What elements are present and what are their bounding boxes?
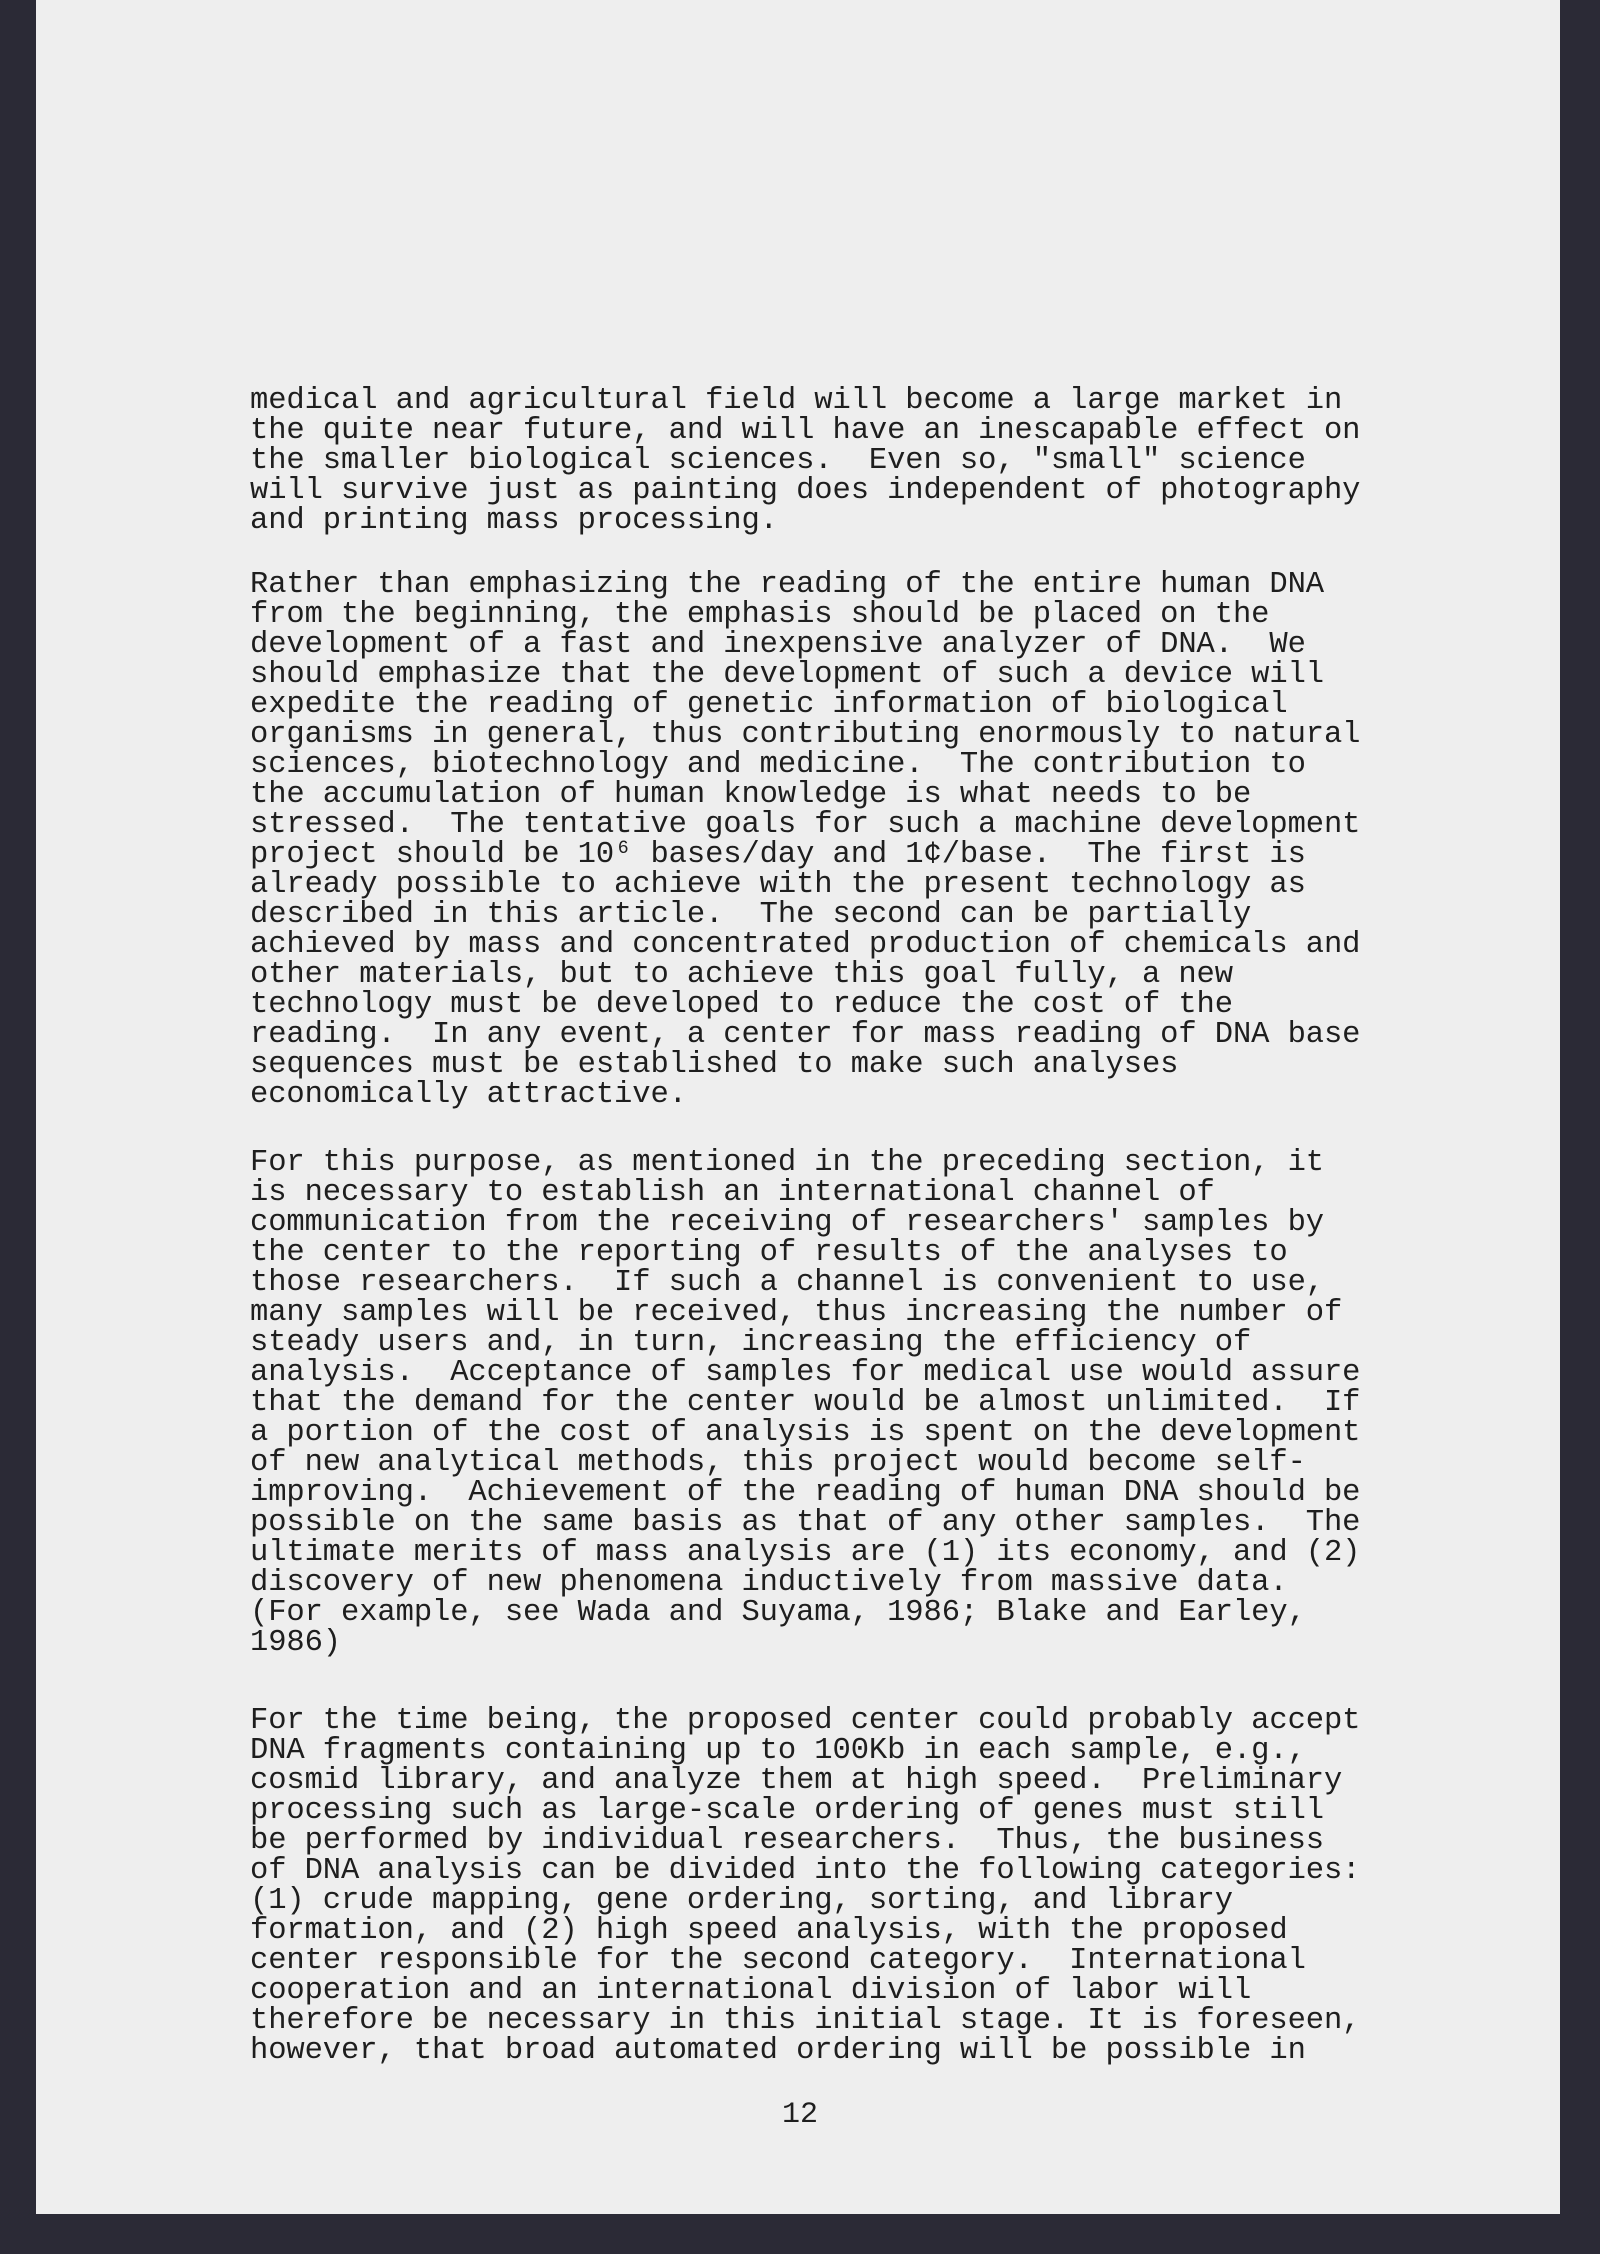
paragraph-2 [250,570,1450,1110]
text-line: steady users and, in turn, increasing the efficiency of [250,1326,1252,1360]
text-line: those researchers. If such a channel is convenient to use, [250,1266,1324,1300]
text-line: sequences must be established to make such analyses [250,1048,1179,1082]
text-line: already possible to achieve with the present technology as [250,868,1306,902]
text-line: project should be 10⁶ bases/day and 1¢/base. The first is [250,838,1306,872]
text-line: many samples will be received, thus increasing the number of [250,1296,1343,1330]
text-line: 1986) [250,1626,342,1660]
text-line: will survive just as painting does independent of photography [250,474,1361,508]
text-line: discovery of new phenomena inductively from massive data. [250,1566,1288,1600]
text-line: is necessary to establish an international channel of [250,1176,1215,1210]
text-line: achieved by mass and concentrated production of chemicals and [250,928,1361,962]
text-line: cooperation and an international division of labor will [250,1974,1252,2008]
text-line: from the beginning, the emphasis should be placed on the [250,598,1270,632]
paragraph-4 [250,1706,1450,2066]
text-line: that the demand for the center would be almost unlimited. If [250,1386,1361,1420]
text-line: the accumulation of human knowledge is what needs to be [250,778,1252,812]
text-line: described in this article. The second can be partially [250,898,1252,932]
text-line: and printing mass processing. [250,504,778,538]
text-line: development of a fast and inexpensive analyzer of DNA. We [250,628,1306,662]
text-line: be performed by individual researchers. Thus, the business [250,1824,1324,1858]
paragraph-1 [250,386,1450,536]
text-line: sciences, biotechnology and medicine. The contribution to [250,748,1306,782]
text-line: DNA fragments containing up to 100Kb in each sample, e.g., [250,1734,1306,1768]
text-line: (For example, see Wada and Suyama, 1986; Blake and Earley, [250,1596,1306,1630]
text-line: other materials, but to achieve this goal fully, a new [250,958,1233,992]
paragraph-3 [250,1148,1450,1658]
text-line: center responsible for the second category. International [250,1944,1306,1978]
text-line: cosmid library, and analyze them at high speed. Preliminary [250,1764,1343,1798]
text-line: (1) crude mapping, gene ordering, sorting, and library [250,1884,1233,1918]
text-line: stressed. The tentative goals for such a machine development [250,808,1361,842]
text-line: medical and agricultural field will become a large market in [250,384,1343,418]
text-line: processing such as large-scale ordering of genes must still [250,1794,1324,1828]
text-line: however, that broad automated ordering will be possible in [250,2034,1306,2068]
document-page [36,0,1560,2214]
text-line: organisms in general, thus contributing enormously to natural [250,718,1361,752]
text-line: of new analytical methods, this project would become self- [250,1446,1306,1480]
text-line: reading. In any event, a center for mass reading of DNA base [250,1018,1361,1052]
text-line: improving. Achievement of the reading of human DNA should be [250,1476,1361,1510]
text-line: of DNA analysis can be divided into the following categories: [250,1854,1361,1888]
text-line: the smaller biological sciences. Even so, "small" science [250,444,1306,478]
text-line: therefore be necessary in this initial stage. It is foreseen, [250,2004,1361,2038]
text-line: expedite the reading of genetic information of biological [250,688,1288,722]
text-line: Rather than emphasizing the reading of the entire human DNA [250,568,1324,602]
page-number: 12 [781,2098,818,2132]
text-line: For the time being, the proposed center could probably accept [250,1704,1361,1738]
text-line: possible on the same basis as that of any other samples. The [250,1506,1361,1540]
text-line: analysis. Acceptance of samples for medical use would assure [250,1356,1361,1390]
text-line: For this purpose, as mentioned in the preceding section, it [250,1146,1324,1180]
text-line: should emphasize that the development of such a device will [250,658,1324,692]
text-line: the quite near future, and will have an inescapable effect on [250,414,1361,448]
text-line: formation, and (2) high speed analysis, with the proposed [250,1914,1288,1948]
text-line: ultimate merits of mass analysis are (1) its economy, and (2) [250,1536,1361,1570]
text-line: communication from the receiving of researchers' samples by [250,1206,1324,1240]
text-line: the center to the reporting of results of the analyses to [250,1236,1288,1270]
text-line: a portion of the cost of analysis is spent on the development [250,1416,1361,1450]
text-line: economically attractive. [250,1078,687,1112]
text-line: technology must be developed to reduce the cost of the [250,988,1233,1022]
